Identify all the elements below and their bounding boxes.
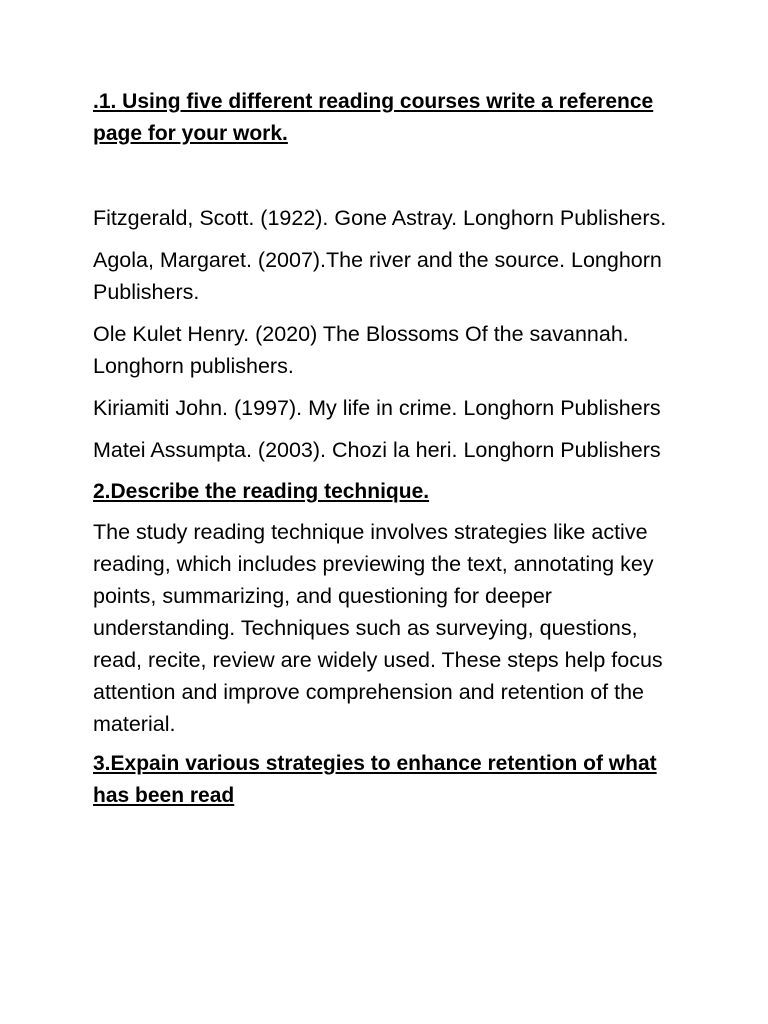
question-3-heading: 3.Expain various strategies to enhance retention of what has been read <box>93 752 657 807</box>
question-2-heading: 2.Describe the reading technique. <box>93 480 430 503</box>
reference-entry-3: Ole Kulet Henry. (2020) The Blossoms Of the savannah. Longhorn publishers. <box>93 322 629 378</box>
document-page <box>93 86 683 812</box>
question-2-answer: The study reading technique involves strategies like active reading, which includes previewing the text, annotating key points, summarizing, and questioning for deeper understanding. Techniques such as surveying, questions, read, recite, review are widely used. These steps help focus attention and improve comprehension and retention of the material. <box>93 520 663 736</box>
reference-entry-5: Matei Assumpta. (2003). Chozi la heri. Longhorn Publishers <box>93 438 661 462</box>
question-1-heading: .1. Using five different reading courses write a reference page for your work. <box>93 90 654 145</box>
reference-entry-1: Fitzgerald, Scott. (1922). Gone Astray. Longhorn Publishers. <box>93 206 667 230</box>
reference-entry-4: Kiriamiti John. (1997). My life in crime. Longhorn Publishers <box>93 396 661 420</box>
reference-entry-2: Agola, Margaret. (2007).The river and the source. Longhorn Publishers. <box>93 248 662 304</box>
